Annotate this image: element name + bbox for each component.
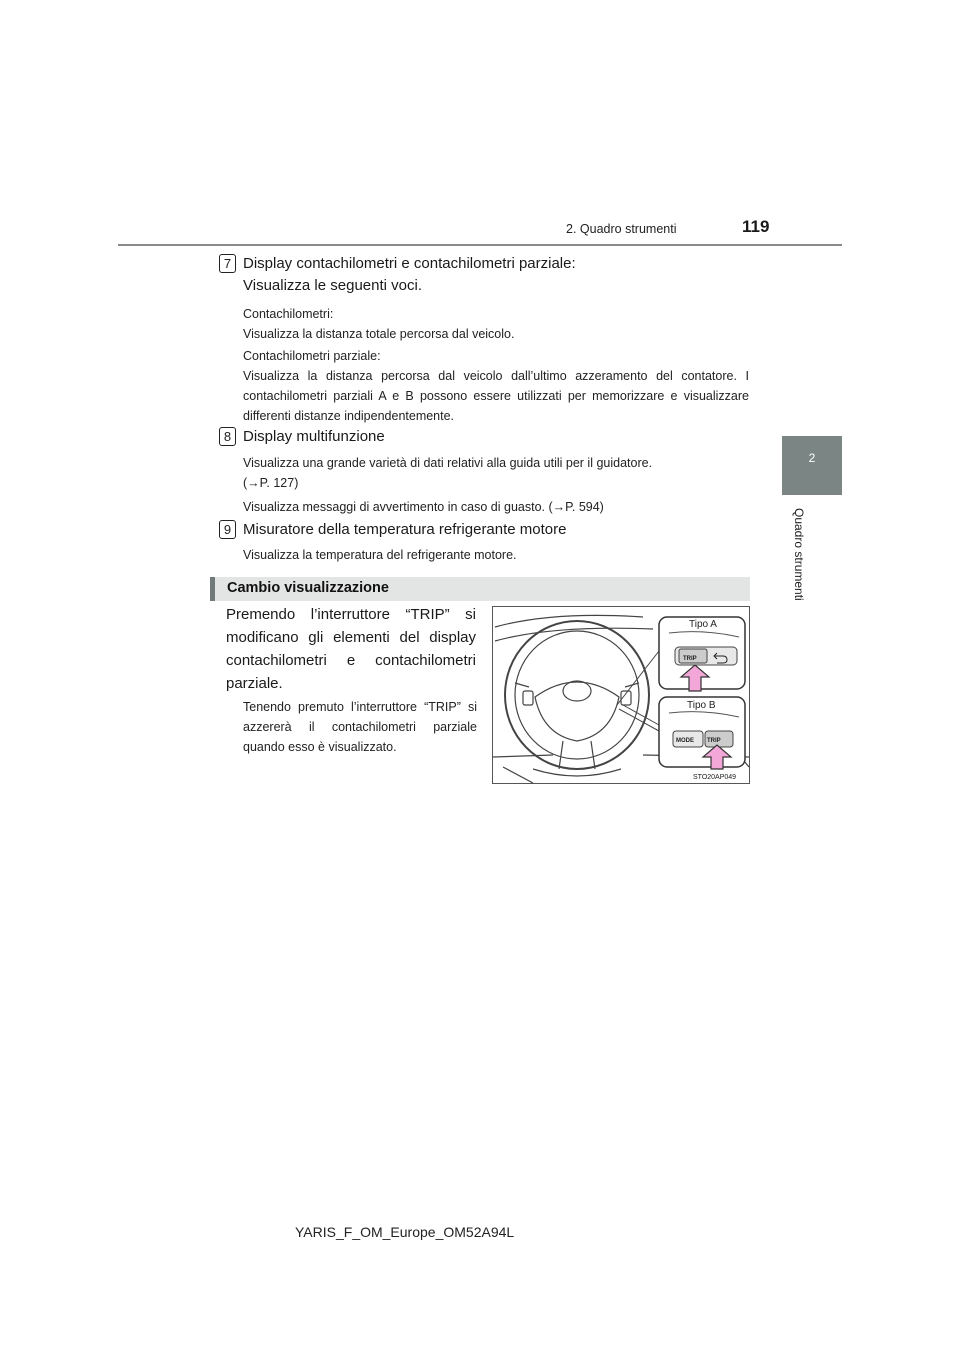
- mode-button-label: MODE: [676, 738, 694, 744]
- trip-button-a-label: TRIP: [683, 656, 697, 662]
- section-title: Cambio visualizzazione: [227, 580, 389, 596]
- item-8-line-2: (→P. 127): [243, 476, 299, 490]
- section-heading: [210, 577, 750, 601]
- item-7-title-line2: Visualizza le seguenti voci.: [243, 277, 422, 294]
- item-7-title: [243, 253, 753, 297]
- item-number-8-icon: 8: [219, 427, 236, 446]
- section-body: Premendo l’interruttore “TRIP” si modificano gli elementi del display contachilometri e contachilometri parziale.: [226, 606, 476, 692]
- page-number: 119: [742, 217, 770, 236]
- section-note: Tenendo premuto l’interruttore “TRIP” si azzererà il contachilometri parziale quando esso è visualizzato.: [243, 700, 477, 754]
- item-8-line-1: Visualizza una grande varietà di dati relativi alla guida utili per il guidatore.: [243, 456, 653, 470]
- trip-button-b-label: TRIP: [707, 738, 721, 744]
- item-7-para-1: [243, 304, 749, 344]
- type-b-label: Tipo B: [687, 700, 716, 711]
- item-9-title: Misuratore della temperatura refrigerante motore: [243, 521, 567, 538]
- item-9-text: Visualizza la temperatura del refrigerante motore.: [243, 548, 517, 562]
- type-a-label: Tipo A: [689, 619, 717, 630]
- steering-switch-figure: [492, 606, 750, 784]
- tripmeter-label: Contachilometri parziale:: [243, 349, 381, 363]
- odometer-label: Contachilometri:: [243, 307, 334, 321]
- tripmeter-desc: Visualizza la distanza percorsa dal veicolo dall’ultimo azzeramento del contatore. I contachilometri parziali A e B possono essere utilizzati per memorizzare e visualizzare differenti distanze indipendentemente.: [243, 369, 749, 423]
- steering-wheel-illustration: [493, 607, 749, 783]
- document-code: YARIS_F_OM_Europe_OM52A94L: [295, 1224, 515, 1240]
- header-rule: [118, 244, 842, 246]
- header-section-title: 2. Quadro strumenti: [566, 222, 677, 236]
- item-8-text: [243, 453, 749, 517]
- item-8-title: Display multifunzione: [243, 428, 385, 445]
- item-8-line-3: Visualizza messaggi di avvertimento in caso di guasto. (→P. 594): [243, 500, 604, 514]
- item-7-title-line1: Display contachilometri e contachilometri parziale:: [243, 255, 576, 272]
- chapter-label: Quadro strumenti: [792, 508, 806, 601]
- chapter-tab: [782, 436, 842, 495]
- odometer-desc: Visualizza la distanza totale percorsa dal veicolo.: [243, 327, 515, 341]
- item-number-7-icon: 7: [219, 254, 236, 273]
- chapter-number: 2: [808, 451, 816, 465]
- figure-code: STO20AP049: [693, 774, 737, 781]
- item-number-9-icon: 9: [219, 520, 236, 539]
- item-7-para-2: [243, 346, 749, 426]
